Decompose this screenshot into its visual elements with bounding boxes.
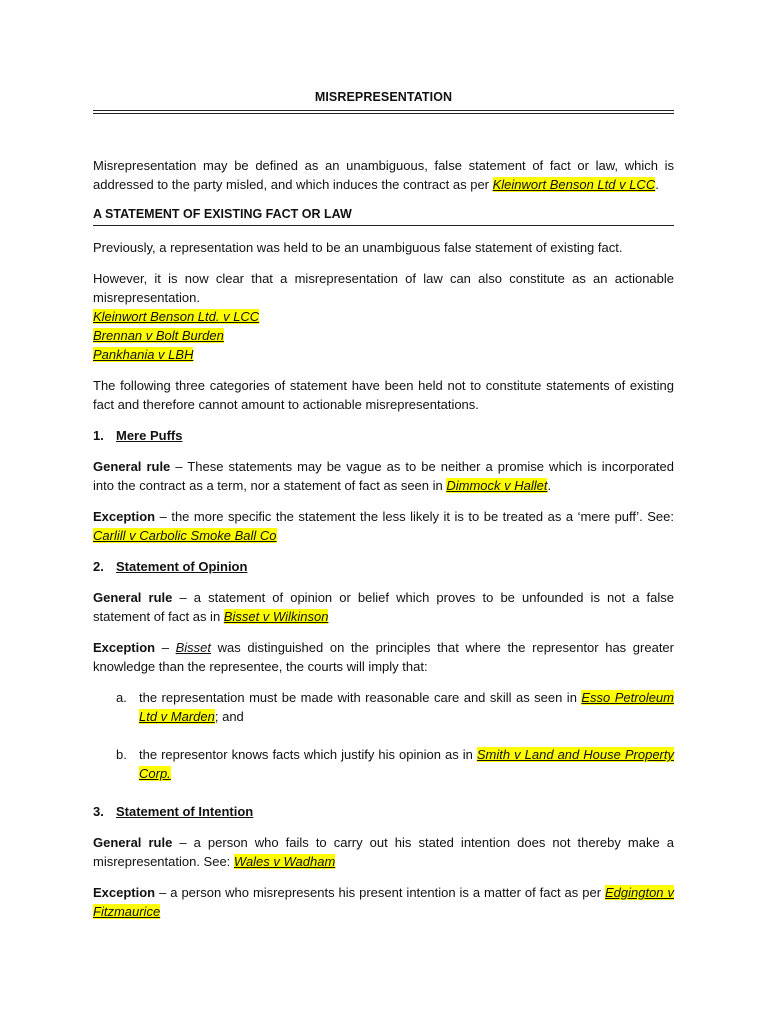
intro-paragraph	[93, 156, 674, 194]
category-number: 2.	[93, 559, 104, 574]
case-short-reference: Bisset	[175, 640, 211, 655]
case-reference: Pankhania v LBH	[93, 347, 194, 362]
sub-item-text	[139, 688, 674, 726]
rule-end: .	[547, 478, 552, 493]
case-list-item	[93, 345, 674, 364]
sub-item-a	[116, 688, 674, 726]
exception-paragraph	[93, 507, 674, 545]
sub-item-text	[139, 745, 674, 783]
document-title: MISREPRESENTATION	[93, 88, 674, 111]
case-list-item	[93, 326, 674, 345]
case-reference: Wales v Wadham	[233, 854, 336, 869]
exception-paragraph	[93, 883, 674, 921]
exception-label: Exception	[93, 885, 156, 900]
paragraph: The following three categories of statement have been held not to constitute statements of existing fact and therefore cannot amount to actionable misrepresentations.	[93, 378, 674, 412]
sub-item-body: the representor knows facts which justify his opinion as in	[139, 747, 477, 762]
sub-item-label: a.	[116, 690, 127, 705]
intro-text: Misrepresentation may be defined as an unambiguous, false statement of fact or law, which is addressed to the party misled, and which induces the contract as per	[93, 158, 674, 192]
exception-text: – the more specific the statement the less likely it is to be treated as a ‘mere puff’. See:	[155, 509, 674, 524]
rule-label: General rule	[93, 590, 173, 605]
case-list	[93, 307, 674, 364]
category-number: 3.	[93, 804, 104, 819]
category-number: 1.	[93, 428, 104, 443]
category-title: Statement of Opinion	[116, 559, 248, 574]
exception-label: Exception	[93, 509, 156, 524]
case-reference: Esso Petroleum Ltd v Marden	[139, 690, 674, 724]
category-heading	[93, 557, 674, 576]
category-title: Statement of Intention	[116, 804, 254, 819]
category-heading	[93, 802, 674, 821]
sub-item-b	[116, 745, 674, 783]
rule-label: General rule	[93, 835, 173, 850]
general-rule-paragraph	[93, 588, 674, 626]
exception-text: was distinguished on the principles that where the representor has greater knowledge than the representee, the courts will imply that:	[93, 640, 674, 674]
case-list-item	[93, 307, 674, 326]
general-rule-paragraph	[93, 457, 674, 495]
paragraph: Previously, a representation was held to be an unambiguous false statement of existing fact.	[93, 240, 623, 255]
paragraph	[93, 269, 674, 307]
intro-end: .	[655, 177, 659, 192]
case-reference: Smith v Land and House Property Corp.	[139, 747, 674, 781]
category-title: Mere Puffs	[116, 428, 183, 443]
case-reference: Kleinwort Benson Ltd v LCC	[492, 177, 656, 192]
general-rule-paragraph	[93, 833, 674, 871]
document-page	[93, 88, 674, 921]
sub-item-label: b.	[116, 747, 127, 762]
rule-text: – a statement of opinion or belief which proves to be unfounded is not a false statement of fact as in	[93, 590, 674, 624]
case-reference: Brennan v Bolt Burden	[93, 328, 224, 343]
sub-item-end: ; and	[214, 709, 244, 724]
case-reference: Edgington v Fitzmaurice	[93, 885, 674, 919]
rule-text: – a person who fails to carry out his stated intention does not thereby make a misrepresentation. See:	[93, 835, 674, 869]
case-reference: Carlill v Carbolic Smoke Ball Co	[93, 528, 277, 543]
paragraph-text: However, it is now clear that a misrepresentation of law can also constitute as an actionable misrepresentation.	[93, 271, 674, 305]
case-reference: Kleinwort Benson Ltd. v LCC	[93, 309, 260, 324]
exception-text: – a person who misrepresents his present intention is a matter of fact as per	[155, 885, 605, 900]
case-reference: Bisset v Wilkinson	[223, 609, 329, 624]
rule-label: General rule	[93, 459, 171, 474]
section-heading: A STATEMENT OF EXISTING FACT OR LAW	[93, 205, 674, 226]
sub-item-body: the representation must be made with reasonable care and skill as seen in	[139, 690, 582, 705]
category-heading	[93, 426, 674, 445]
rule-text: – These statements may be vague as to be neither a promise which is incorporated into the contract as a term, nor a statement of fact as seen in	[93, 459, 675, 493]
exception-paragraph	[93, 638, 674, 676]
exception-dash: –	[155, 640, 176, 655]
case-reference: Dimmock v Hallet	[446, 478, 548, 493]
title-double-rule	[93, 113, 674, 114]
exception-label: Exception	[93, 640, 156, 655]
